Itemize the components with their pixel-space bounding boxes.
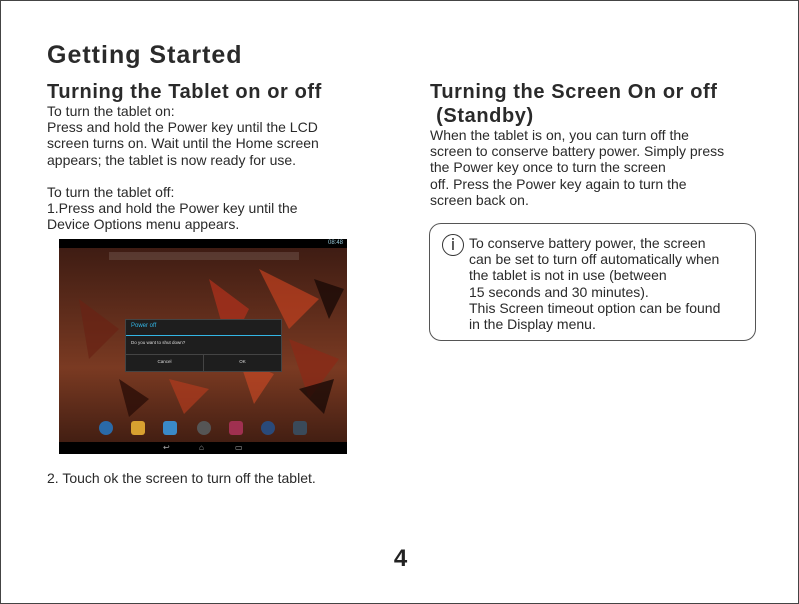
text-line: in the Display menu. — [469, 316, 596, 333]
text-line: 1.Press and hold the Power key until the — [47, 200, 298, 217]
page-title: Getting Started — [47, 41, 243, 69]
home-icon: ⌂ — [199, 443, 204, 452]
turn-on-instructions — [47, 103, 319, 168]
text-line: can be set to turn off automatically when — [469, 251, 720, 268]
power-off-dialog — [125, 319, 282, 372]
camera-icon — [229, 421, 243, 435]
section-subtitle-standby: (Standby) — [430, 105, 534, 127]
text-line: the Power key once to turn the screen — [430, 159, 666, 176]
text-line: the tablet is not in use (between — [469, 267, 667, 284]
section-title-tablet-on-off: Turning the Tablet on or off — [47, 81, 322, 103]
browser-icon — [99, 421, 113, 435]
back-icon: ↩ — [163, 443, 170, 452]
cancel-button: Cancel — [157, 359, 172, 364]
settings-icon — [293, 421, 307, 435]
section-title-screen-on-off: Turning the Screen On or off — [430, 81, 718, 103]
dialog-message: Do you want to shut down? — [131, 340, 186, 345]
step-2-instruction — [47, 470, 316, 486]
text-line: This Screen timeout option can be found — [469, 299, 721, 316]
tip-text — [469, 235, 720, 332]
info-icon: i — [442, 234, 464, 256]
text-line: To conserve battery power, the screen — [469, 235, 706, 251]
text-line: off. Press the Power key again to turn the — [430, 175, 687, 192]
battery-tip-box — [429, 223, 756, 341]
text-line: appears; the tablet is now ready for use. — [47, 151, 297, 168]
text-line: To turn the tablet off: — [47, 184, 175, 200]
dialog-divider — [126, 335, 281, 336]
text-line: 2. Touch ok the screen to turn off the tablet. — [47, 470, 316, 486]
text-line: To turn the tablet on: — [47, 103, 175, 119]
text-line: screen back on. — [430, 191, 529, 208]
ok-button: OK — [239, 359, 246, 364]
text-line: screen turns on. Wait until the Home screen — [47, 135, 319, 152]
text-line: Press and hold the Power key until the LCD — [47, 119, 318, 136]
text-line: When the tablet is on, you can turn off the — [430, 127, 689, 143]
status-bar — [59, 239, 347, 248]
status-clock: 08:48 — [327, 240, 343, 246]
text-line: 15 seconds and 30 minutes). — [469, 283, 649, 300]
recent-apps-icon: ▭ — [235, 443, 243, 452]
music-icon — [261, 421, 275, 435]
tablet-screenshot — [59, 239, 347, 454]
page-number: 4 — [393, 545, 408, 572]
search-bar — [109, 252, 299, 260]
text-line: Device Options menu appears. — [47, 216, 240, 233]
standby-instructions — [430, 127, 724, 208]
dialog-title: Power off — [131, 323, 157, 329]
apps-icon — [197, 421, 211, 435]
gallery-icon — [163, 421, 177, 435]
text-line: screen to conserve battery power. Simply press — [430, 143, 725, 160]
email-icon — [131, 421, 145, 435]
turn-off-instructions — [47, 184, 298, 233]
